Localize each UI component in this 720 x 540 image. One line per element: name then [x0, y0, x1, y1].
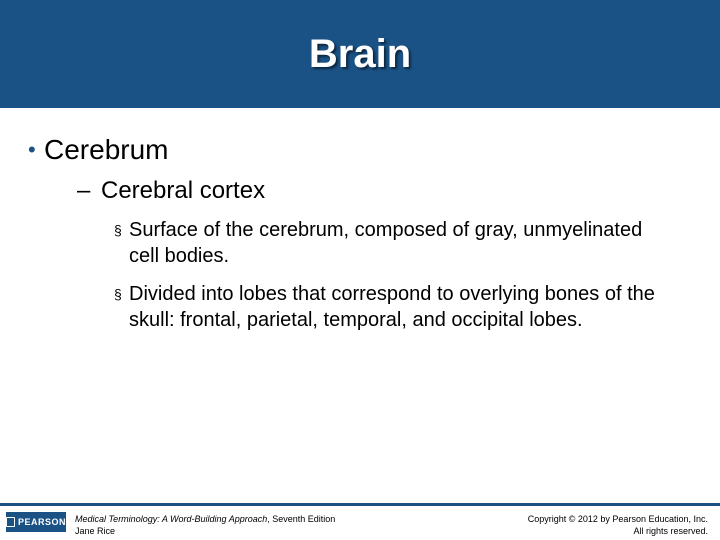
- dash-bullet-icon: –: [77, 177, 91, 204]
- slide-title: Brain: [308, 32, 412, 76]
- bullet-level3-item: [114, 281, 674, 333]
- pearson-logo: [6, 512, 66, 532]
- footer-citation: [75, 513, 335, 537]
- copyright-text: Copyright © 2012 by Pearson Education, Inc.: [527, 514, 708, 524]
- bullet-level1: [28, 133, 169, 167]
- book-edition: , Seventh Edition: [267, 514, 336, 524]
- pearson-emblem-icon: [6, 517, 15, 527]
- bullet-level3-item: [114, 217, 674, 269]
- bullet-level2: [77, 175, 265, 207]
- bullet-level3-text: Surface of the cerebrum, composed of gray, unmyelinated cell bodies.: [129, 219, 643, 267]
- square-bullet-icon: §: [114, 222, 122, 238]
- footer-copyright: [528, 513, 708, 537]
- bullet-level1-text: Cerebrum: [44, 134, 169, 165]
- round-bullet-icon: •: [28, 137, 36, 162]
- bullet-level3-text: Divided into lobes that correspond to overlying bones of the skull: frontal, parietal, temporal, and occipital lobes.: [129, 283, 655, 331]
- book-citation: [75, 513, 335, 525]
- square-bullet-icon: §: [114, 286, 122, 302]
- book-author: Jane Rice: [75, 526, 116, 536]
- rights-text: All rights reserved.: [633, 526, 708, 536]
- bullet-level2-text: Cerebral cortex: [101, 177, 266, 204]
- logo-text: PEARSON: [17, 517, 66, 527]
- book-title: Medical Terminology: A Word-Building Approach: [75, 514, 268, 524]
- footer-divider: [0, 503, 720, 506]
